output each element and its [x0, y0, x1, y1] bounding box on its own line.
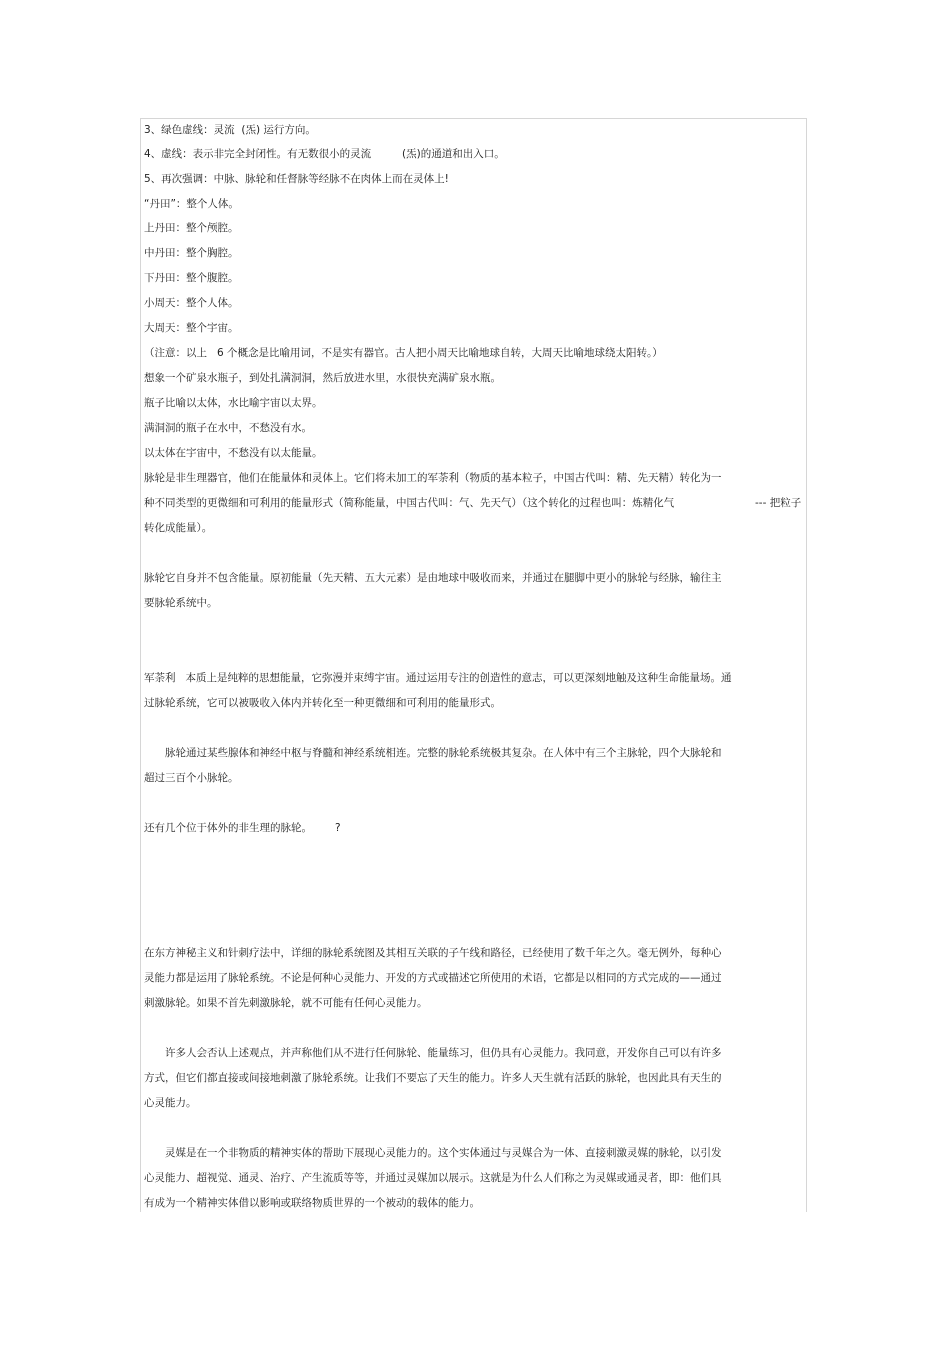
text-line: 有成为一个精神实体借以影响或联络物质世界的一个被动的载体的能力。: [144, 1197, 480, 1209]
text-line: 许多人会否认上述观点，并声称他们从不进行任何脉轮、能量练习，但仍具有心灵能力。我同意，开发你自己可以有许多: [165, 1047, 722, 1059]
text-line: 脉轮通过某些腺体和神经中枢与脊髓和神经系统相连。完整的脉轮系统极其复杂。在人体中有三个主脉轮，四个大脉轮和: [165, 747, 722, 759]
page-border-top: [140, 118, 807, 119]
text-line: 满洞洞的瓶子在水中，不愁没有水。: [144, 422, 312, 434]
text-line: 想象一个矿泉水瓶子，到处扎满洞洞，然后放进水里，水很快充满矿泉水瓶。: [144, 372, 501, 384]
text-line: 小周天：整个人体。: [144, 297, 239, 309]
text-line: 中丹田：整个胸腔。: [144, 247, 239, 259]
text-line: 种不同类型的更微细和可利用的能量形式（简称能量，中国古代叫：气、先天气）（这个转化的过程也叫：炼精化气: [144, 497, 675, 509]
text-line: 刺激脉轮。如果不首先刺激脉轮，就不可能有任何心灵能力。: [144, 997, 428, 1009]
text-line: （注意：以上 6 个概念是比喻用词，不是实有器官。古人把小周天比喻地球自转，大周天比喻地球绕太阳转。）: [144, 347, 663, 359]
text-line: 灵能力都是运用了脉轮系统。不论是何种心灵能力、开发的方式或描述它所使用的术语，它都是以相同的方式完成的——通过: [144, 972, 722, 984]
text-line: 脉轮它自身并不包含能量。原初能量（先天精、五大元素）是由地球中吸收而来，并通过在腿脚中更小的脉轮与经脉，输往主: [144, 572, 722, 584]
text-line: 心灵能力。: [144, 1097, 197, 1109]
text-line: 在东方神秘主义和针刺疗法中，详细的脉轮系统图及其相互关联的子午线和路径，已经使用了数千年之久。毫无例外，每种心: [144, 947, 722, 959]
text-line: 4、虚线：表示非完全封闭性。有无数很小的灵流: [144, 148, 372, 160]
text-line: 方式，但它们都直接或间接地刺激了脉轮系统。让我们不要忘了天生的能力。许多人天生就有活跃的脉轮，也因此具有天生的: [144, 1072, 722, 1084]
text-line: 超过三百个小脉轮。: [144, 772, 239, 784]
text-line: 以太体在宇宙中，不愁没有以太能量。: [144, 447, 323, 459]
text-line: 下丹田：整个腹腔。: [144, 272, 239, 284]
text-line: “丹田”：整个人体。: [144, 198, 239, 210]
text-line: 要脉轮系统中。: [144, 597, 218, 609]
text-line: --- 把粒子: [755, 497, 802, 509]
text-line: ?: [335, 822, 341, 834]
text-line: 心灵能力、超视觉、通灵、治疗、产生流质等等，并通过灵媒加以展示。这就是为什么人们称之为灵媒或通灵者，即：他们具: [144, 1172, 722, 1184]
page-border-right: [806, 118, 807, 1212]
page-border-left: [140, 118, 141, 1212]
text-line: 军荼利 本质上是纯粹的思想能量，它弥漫并束缚宇宙。通过运用专注的创造性的意志，可以更深刻地触及这种生命能量场。通: [144, 672, 732, 684]
text-line: 大周天：整个宇宙。: [144, 322, 239, 334]
text-line: 瓶子比喻以太体，水比喻宇宙以太界。: [144, 397, 323, 409]
text-line: 上丹田：整个颅腔。: [144, 222, 239, 234]
text-line: 灵媒是在一个非物质的精神实体的帮助下展现心灵能力的。这个实体通过与灵媒合为一体、直接刺激灵媒的脉轮，以引发: [165, 1147, 722, 1159]
text-line: 过脉轮系统，它可以被吸收入体内并转化至一种更微细和可利用的能量形式。: [144, 697, 501, 709]
text-line: 转化成能量）。: [144, 522, 213, 534]
text-line: 还有几个位于体外的非生理的脉轮。: [144, 822, 312, 834]
text-line: (炁)的通道和出入口。: [402, 148, 505, 160]
text-line: 5、再次强调：中脉、脉轮和任督脉等经脉不在肉体上而在灵体上!: [144, 173, 449, 185]
text-line: 脉轮是非生理器官，他们在能量体和灵体上。它们将未加工的军荼利（物质的基本粒子，中国古代叫：精、先天精）转化为一: [144, 472, 722, 484]
text-line: 3、绿色虚线：灵流 (炁) 运行方向。: [144, 124, 316, 136]
